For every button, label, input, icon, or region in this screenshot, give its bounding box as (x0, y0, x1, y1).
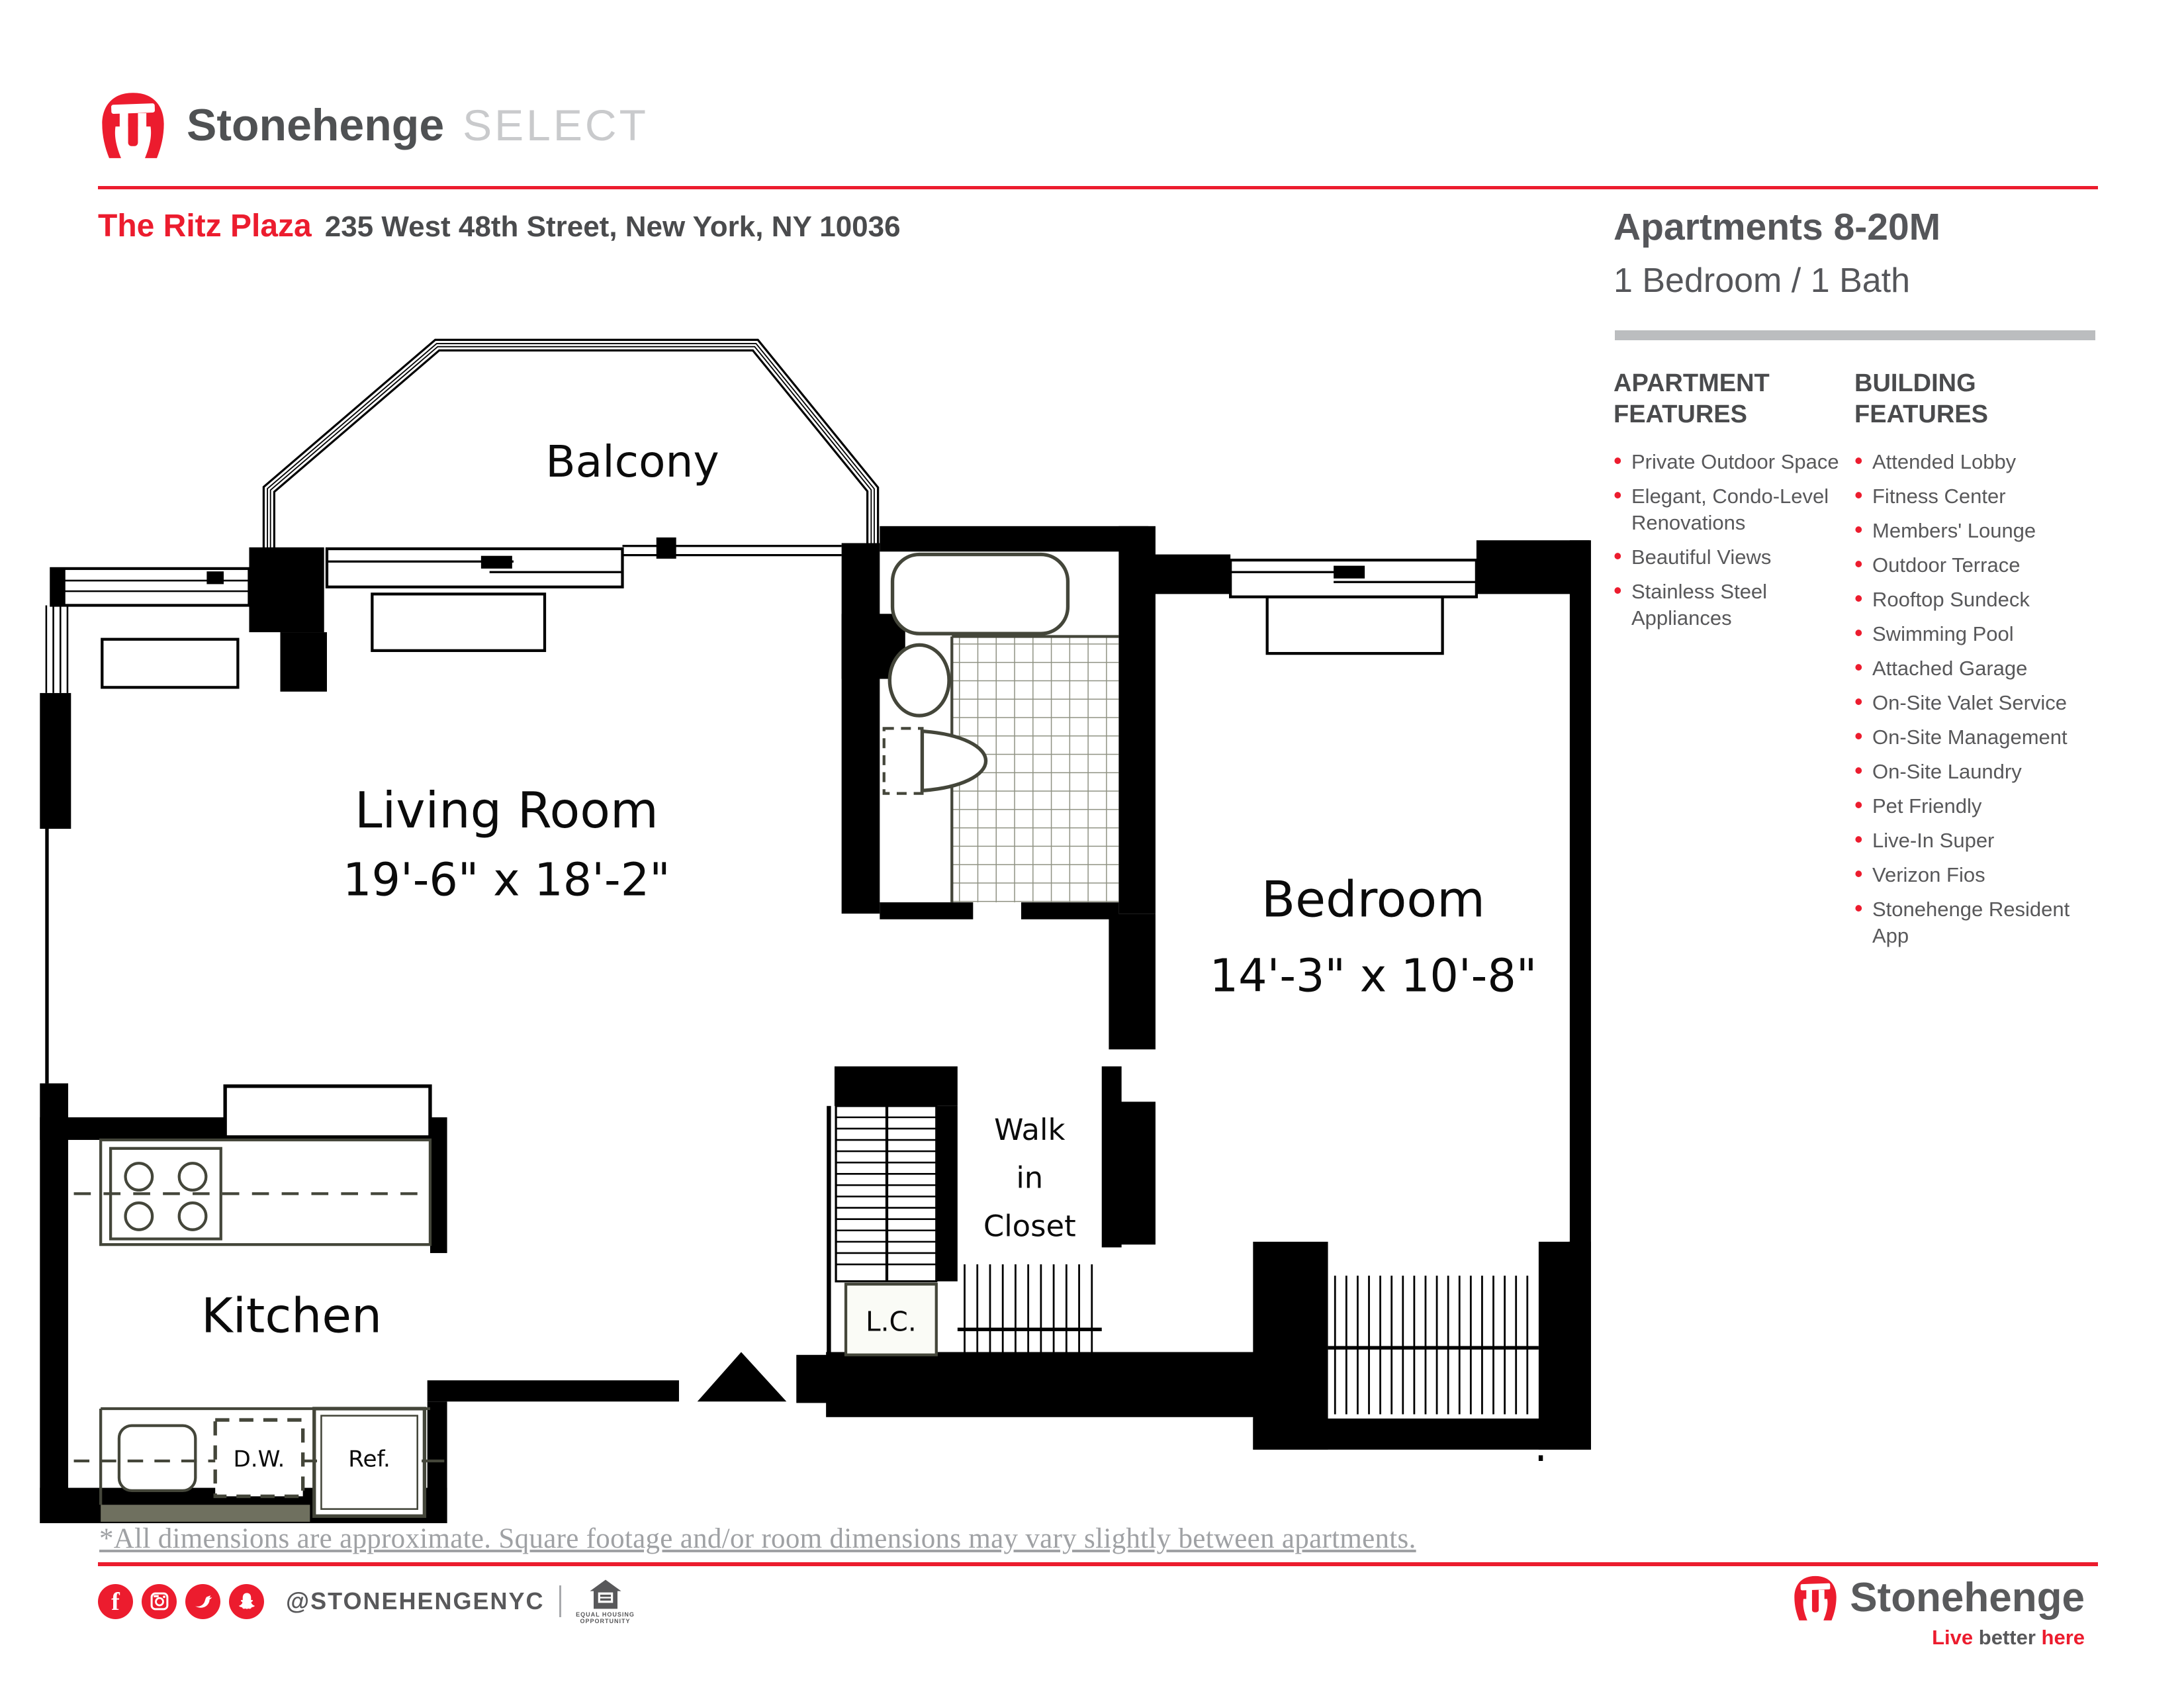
disclaimer-text: *All dimensions are approximate. Square footage and/or room dimensions may vary slightly between apartments. (99, 1523, 1416, 1554)
bullet-icon: • (1854, 860, 1863, 887)
footer-divider (98, 1562, 2098, 1566)
feature-item: • Elegant, Condo-Level Renovations (1614, 481, 1829, 534)
instagram-icon[interactable] (142, 1584, 177, 1619)
feature-item: • Attended Lobby (1854, 447, 2017, 474)
feature-item: • On-Site Management (1854, 722, 2068, 749)
feature-item: • Private Outdoor Space (1614, 447, 1839, 474)
feature-item: • Members' Lounge (1854, 516, 2036, 543)
feature-item: • Swimming Pool (1854, 619, 2014, 646)
bedroom-dims: 14'-3" x 10'-8" (1209, 950, 1537, 1003)
bullet-icon: • (1854, 619, 1863, 646)
twitter-icon[interactable] (185, 1584, 220, 1619)
apartment-features-column (1614, 368, 1853, 639)
bullet-icon: • (1854, 894, 1863, 921)
bedroom-closet (1328, 1276, 1539, 1414)
bullet-icon: • (1854, 585, 1863, 612)
building-features-list (1854, 449, 2106, 949)
snapchat-icon[interactable] (229, 1584, 264, 1619)
feature-item: • Live-In Super (1854, 825, 1995, 853)
bullet-icon: • (1854, 550, 1863, 577)
apartment-line-title: Apartments 8-20M (1614, 206, 1941, 248)
apartment-layout: 1 Bedroom / 1 Bath (1614, 261, 1911, 300)
building-address: 235 West 48th Street, New York, NY 10036 (324, 211, 901, 243)
dishwasher-label: D.W. (233, 1446, 285, 1473)
kitchen-label: Kitchen (201, 1288, 383, 1344)
kitchen-passthrough (225, 1086, 430, 1137)
feature-item: • Attached Garage (1854, 653, 2028, 680)
feature-item: • Outdoor Terrace (1854, 550, 2021, 577)
bullet-icon: • (1854, 516, 1863, 543)
bathroom (884, 555, 1119, 903)
logo-select-label: SELECT (463, 101, 649, 150)
linen-closet-label: L.C. (866, 1305, 917, 1338)
wic-label-line1: Walk (994, 1112, 1066, 1148)
plan-dot (1539, 1455, 1543, 1461)
footer-brand (1792, 1574, 2085, 1650)
bullet-icon: • (1614, 447, 1622, 474)
feature-item: • Verizon Fios (1854, 860, 1985, 887)
balcony-label: Balcony (545, 436, 719, 488)
feature-item: • Fitness Center (1854, 481, 2006, 508)
floor-plan (40, 331, 1610, 1523)
header-divider (98, 186, 2098, 189)
header-logo (98, 90, 649, 160)
feature-item: • Pet Friendly (1854, 791, 1982, 818)
stonehenge-footer-logo-icon (1792, 1574, 1839, 1622)
social-handle[interactable]: @STONEHENGENYC (286, 1587, 545, 1615)
feature-item: • Stonehenge Resident App (1854, 894, 2070, 947)
logo-wordmark: Stonehenge (187, 100, 445, 150)
bullet-icon: • (1854, 791, 1863, 818)
apartment-features-list (1614, 449, 1853, 632)
bathroom-sink (889, 645, 949, 716)
entry-door-marker (698, 1352, 787, 1401)
living-room-dims: 19'-6" x 18'-2" (342, 854, 670, 907)
bedroom-window (1230, 560, 1477, 597)
brand-tagline: Live better here (1932, 1626, 2085, 1649)
wic-label-line3: Closet (983, 1208, 1076, 1244)
building-features-title: BUILDING FEATURES (1854, 369, 1988, 428)
feature-item: • Beautiful Views (1614, 542, 1772, 569)
stonehenge-logo-icon (98, 90, 168, 160)
bullet-icon: • (1614, 481, 1622, 508)
living-room-label: Living Room (354, 781, 659, 839)
bullet-icon: • (1854, 825, 1863, 853)
feature-item: • Rooftop Sundeck (1854, 585, 2030, 612)
bathtub (893, 555, 1068, 634)
footer-vertical-divider (559, 1585, 561, 1617)
bullet-icon: • (1854, 722, 1863, 749)
social-links (98, 1578, 635, 1624)
bullet-icon: • (1854, 481, 1863, 508)
bullet-icon: • (1854, 757, 1863, 784)
bullet-icon: • (1614, 577, 1622, 604)
sidebar-divider (1615, 330, 2095, 340)
kitchen-sink (119, 1426, 195, 1491)
shelf-closet (836, 1106, 936, 1282)
apartment-features-title: APARTMENT FEATURES (1614, 369, 1770, 428)
bullet-icon: • (1854, 447, 1863, 474)
footer-wordmark: Stonehenge (1850, 1575, 2085, 1620)
bedroom-label: Bedroom (1261, 870, 1486, 929)
counter-shadow (101, 1505, 310, 1522)
feature-item: • Stainless Steel Appliances (1614, 577, 1768, 630)
equal-housing-icon: EQUAL HOUSING OPPORTUNITY (576, 1578, 635, 1624)
building-features-column (1854, 368, 2106, 957)
feature-item: • On-Site Valet Service (1854, 688, 2068, 715)
feature-item: • On-Site Laundry (1854, 757, 2022, 784)
bullet-icon: • (1854, 653, 1863, 680)
bullet-icon: • (1614, 542, 1622, 569)
property-heading (98, 208, 901, 244)
refrigerator-label: Ref. (348, 1446, 390, 1473)
building-name: The Ritz Plaza (98, 209, 312, 244)
toilet-tank (884, 728, 923, 793)
facebook-icon[interactable]: f (98, 1584, 133, 1619)
bullet-icon: • (1854, 688, 1863, 715)
wic-label-line2: in (1016, 1160, 1044, 1196)
